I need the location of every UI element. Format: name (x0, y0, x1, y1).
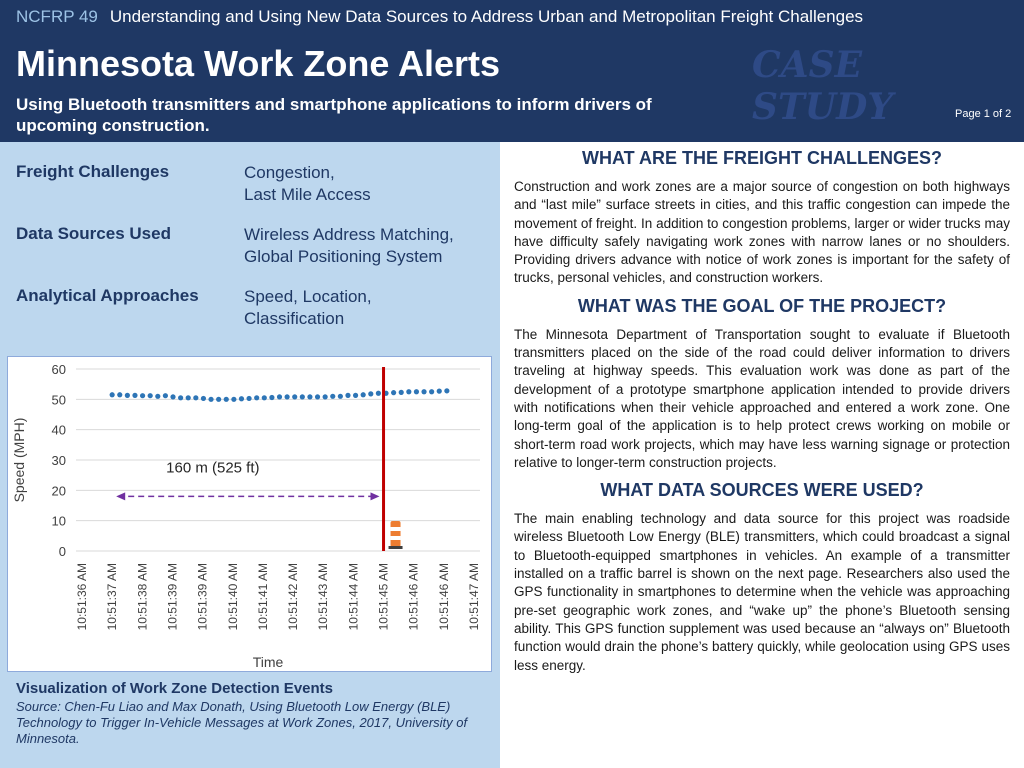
caption-title: Visualization of Work Zone Detection Events (16, 680, 333, 697)
series-title: Understanding and Using New Data Sources to Address Urban and Metropolitan Freight Challenges (109, 7, 864, 26)
x-tick-label: 10:51:41 AM (255, 563, 270, 631)
speed-point (376, 391, 381, 396)
speed-point (231, 397, 236, 402)
speed-point (254, 395, 259, 400)
speed-point (163, 393, 168, 398)
x-tick-label: 10:51:46 AM (436, 563, 451, 631)
speed-point (193, 395, 198, 400)
x-tick-label: 10:51:38 AM (135, 563, 150, 631)
section-freight-challenges (514, 148, 1010, 288)
speed-point (292, 394, 297, 399)
section-data-sources (514, 480, 1010, 675)
traffic-barrel-stripe (391, 527, 401, 531)
section-body: The main enabling technology and data source for this project was roadside wireless Bluetooth Low Energy (BLE) transmitters, which could broadcast a signal to Bluetooth-equipped smartphones in vehicles. An example of a transmitter installed on a traffic barrel is shown on the next page. Researchers also used the GPS functionality in smartphones to determine when the vehicle was approaching pre-set geographic work zones, and “wake up” the phone’s Bluetooth sensing ability. This GPS function supplement was used because an “always on” Bluetooth function would drain the phone’s battery quickly, while geolocation using GPS uses less energy. (514, 511, 1010, 673)
y-tick-label: 30 (51, 453, 66, 468)
summary-sidebar (0, 142, 500, 768)
speed-point (414, 389, 419, 394)
series-line (16, 7, 863, 27)
speed-chart-frame (7, 356, 492, 672)
speed-point (140, 393, 145, 398)
speed-point (353, 393, 358, 398)
speed-point (208, 397, 213, 402)
figure-caption (16, 680, 494, 747)
speed-point (216, 397, 221, 402)
speed-point (406, 389, 411, 394)
section-body: The Minnesota Department of Transportation sought to evaluate if Bluetooth transmitters placed on the side of the road could deliver information to drivers traveling at highway speeds. This evaluation work was done as part of the development of a prototype smartphone application intended to provide drivers with notifications when their vehicle approached and entered a work zone. One long-term goal of the application is to help protect crews working on mobile or short-term road work projects, which may have less warning signage or protection relative to longer-term construction projects. (514, 326, 1010, 470)
x-tick-label: 10:51:39 AM (165, 563, 180, 631)
speed-point (437, 389, 442, 394)
x-tick-label: 10:51:45 AM (376, 563, 391, 631)
speed-point (391, 390, 396, 395)
x-axis-label: Time (252, 654, 284, 670)
speed-point (307, 394, 312, 399)
fact-label: Freight Challenges (16, 162, 170, 181)
page-title: Minnesota Work Zone Alerts (16, 43, 501, 84)
y-axis-label: Speed (MPH) (11, 417, 27, 503)
section-heading: WHAT DATA SOURCES WERE USED? (600, 480, 924, 501)
fact-value: Speed, Location, Classification (244, 287, 372, 328)
speed-point (262, 395, 267, 400)
speed-point (323, 394, 328, 399)
case-study-stamp: CASE STUDY (752, 44, 894, 128)
speed-point (285, 394, 290, 399)
case-study-header (0, 0, 1024, 142)
fact-value: Congestion, Last Mile Access (244, 163, 371, 204)
traffic-barrel-icon (391, 521, 401, 547)
speed-point (246, 396, 251, 401)
speed-point (148, 393, 153, 398)
y-tick-label: 0 (58, 544, 66, 559)
section-body: Construction and work zones are a major source of congestion on both highways and “last mile” surface streets in cities, and this traffic congestion can impede the movement of freight. In addition to congestion problems, larger or wider trucks may have difficulty safely navigating work zones with narrow lanes or no shoulders. Providing drivers advance with notice of work zones is important for the safety of trucks, personal vehicles, and construction workers. (514, 179, 1010, 286)
speed-point (315, 394, 320, 399)
speed-point (429, 389, 434, 394)
fact-data-sources (16, 224, 494, 268)
speed-point (269, 395, 274, 400)
distance-arrow-head-right (371, 492, 380, 500)
distance-arrow-head-left (116, 492, 125, 500)
x-tick-label: 10:51:46 AM (406, 563, 421, 631)
x-tick-label: 10:51:39 AM (195, 563, 210, 631)
x-tick-label: 10:51:47 AM (467, 563, 481, 631)
fact-freight-challenges (16, 162, 494, 206)
fact-list (16, 162, 494, 348)
page-subtitle: Using Bluetooth transmitters and smartphone applications to inform drivers of upcoming construction. (16, 95, 652, 135)
fact-label: Analytical Approaches (16, 286, 199, 305)
speed-point (444, 388, 449, 393)
x-tick-label: 10:51:36 AM (75, 563, 89, 631)
speed-point (361, 392, 366, 397)
speed-point (239, 396, 244, 401)
y-tick-label: 20 (51, 483, 66, 499)
fact-value: Wireless Address Matching, Global Positioning System (244, 225, 454, 266)
speed-point (155, 394, 160, 399)
section-heading: WHAT WAS THE GOAL OF THE PROJECT? (577, 295, 947, 316)
page-number: Page 1 of 2 (955, 108, 1012, 120)
speed-point (300, 394, 305, 399)
fact-analytical-approaches (16, 286, 494, 330)
traffic-barrel-stripe (391, 536, 401, 540)
y-tick-label: 10 (51, 513, 66, 529)
x-tick-label: 10:51:42 AM (286, 563, 301, 631)
caption-source: Source: Chen-Fu Liao and Max Donath, Using Bluetooth Low Energy (BLE) Technology to Trigger In-Vehicle Messages at Work Zones, 2017, University of Minnesota. (16, 699, 468, 746)
speed-chart (8, 357, 491, 671)
series-code: NCFRP 49 (16, 7, 98, 26)
speed-point (186, 395, 191, 400)
speed-point (132, 393, 137, 398)
speed-point (110, 392, 115, 397)
speed-point (224, 397, 229, 402)
speed-point (338, 394, 343, 399)
y-tick-label: 60 (51, 362, 66, 377)
x-tick-label: 10:51:40 AM (225, 563, 240, 631)
speed-point (201, 396, 206, 401)
fact-label: Data Sources Used (16, 224, 171, 243)
speed-point (277, 394, 282, 399)
speed-point (345, 393, 350, 398)
speed-point (421, 389, 426, 394)
speed-point (178, 395, 183, 400)
y-tick-label: 40 (51, 422, 66, 438)
distance-label: 160 m (525 ft) (166, 459, 260, 477)
speed-point (368, 391, 373, 396)
x-tick-label: 10:51:43 AM (316, 563, 331, 631)
section-project-goal (514, 296, 1010, 472)
main-content (514, 146, 1010, 683)
x-tick-label: 10:51:44 AM (346, 563, 361, 631)
section-heading: WHAT ARE THE FREIGHT CHALLENGES? (582, 148, 942, 168)
speed-point (125, 393, 130, 398)
traffic-barrel-base (389, 546, 403, 549)
y-tick-label: 50 (51, 392, 66, 408)
speed-point (399, 390, 404, 395)
speed-point (170, 394, 175, 399)
speed-point (117, 392, 122, 397)
x-tick-label: 10:51:37 AM (105, 563, 120, 631)
speed-point (330, 394, 335, 399)
